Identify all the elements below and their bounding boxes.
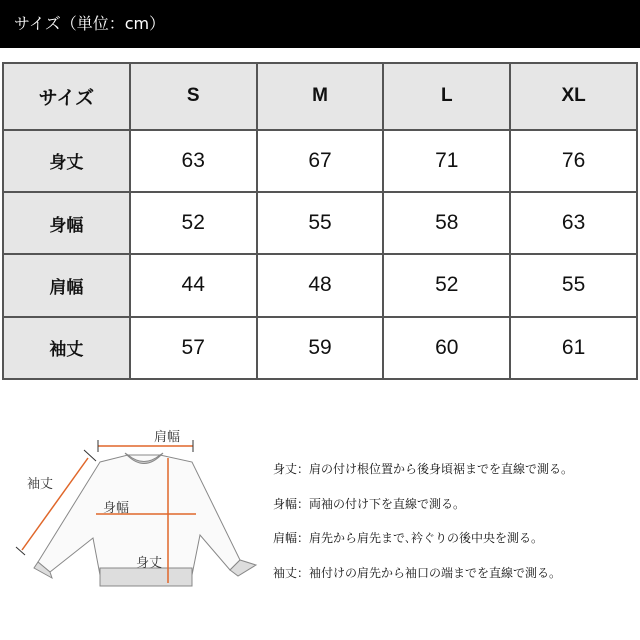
- row-header: 肩幅: [3, 254, 130, 316]
- row-header: 身幅: [3, 192, 130, 254]
- table-row: [3, 130, 637, 192]
- width-label: 身幅: [103, 501, 130, 516]
- sweater-diagram: [0, 400, 270, 600]
- table-cell: 61: [510, 317, 637, 379]
- page-header: サイズ（単位：cm）: [0, 0, 640, 48]
- table-cell: 63: [130, 130, 257, 192]
- table-cell: 59: [257, 317, 384, 379]
- table-row: [3, 317, 637, 379]
- table-cell: 55: [510, 254, 637, 316]
- measurement-notes: [273, 460, 573, 598]
- shoulder-label: 肩幅: [154, 430, 181, 445]
- row-header: 袖丈: [3, 317, 130, 379]
- note-sleeve: 袖丈：袖付けの肩先から袖口の端までを直線で測る。: [273, 565, 562, 580]
- table-cell: 52: [383, 254, 510, 316]
- column-header: S: [130, 63, 257, 130]
- sweater-illustration: [0, 400, 270, 600]
- table-cell: 63: [510, 192, 637, 254]
- note-length: 身丈：肩の付け根位置から後身頃裾までを直線で測る。: [273, 462, 574, 476]
- column-header: サイズ: [3, 63, 130, 130]
- table-row: [3, 254, 637, 316]
- table-row: [3, 192, 637, 254]
- note-width: 身幅：両袖の付け下を直線で測る。: [273, 496, 466, 511]
- table-cell: 76: [510, 130, 637, 192]
- column-header: M: [257, 63, 384, 130]
- table-cell: 57: [130, 317, 257, 379]
- table-cell: 44: [130, 254, 257, 316]
- table-cell: 60: [383, 317, 510, 379]
- note-shoulder: 肩幅：肩先から肩先まで､衿ぐりの後中央を測る。: [273, 531, 544, 545]
- table-cell: 67: [257, 130, 384, 192]
- column-header: L: [383, 63, 510, 130]
- table-cell: 55: [257, 192, 384, 254]
- length-label: 身丈: [136, 556, 163, 571]
- table-header-row: [3, 63, 637, 130]
- table-cell: 58: [383, 192, 510, 254]
- table-cell: 48: [257, 254, 384, 316]
- table-cell: 52: [130, 192, 257, 254]
- row-header: 身丈: [3, 130, 130, 192]
- column-header: XL: [510, 63, 637, 130]
- table-cell: 71: [383, 130, 510, 192]
- sleeve-label: 袖丈: [27, 477, 54, 492]
- size-table: [2, 62, 638, 380]
